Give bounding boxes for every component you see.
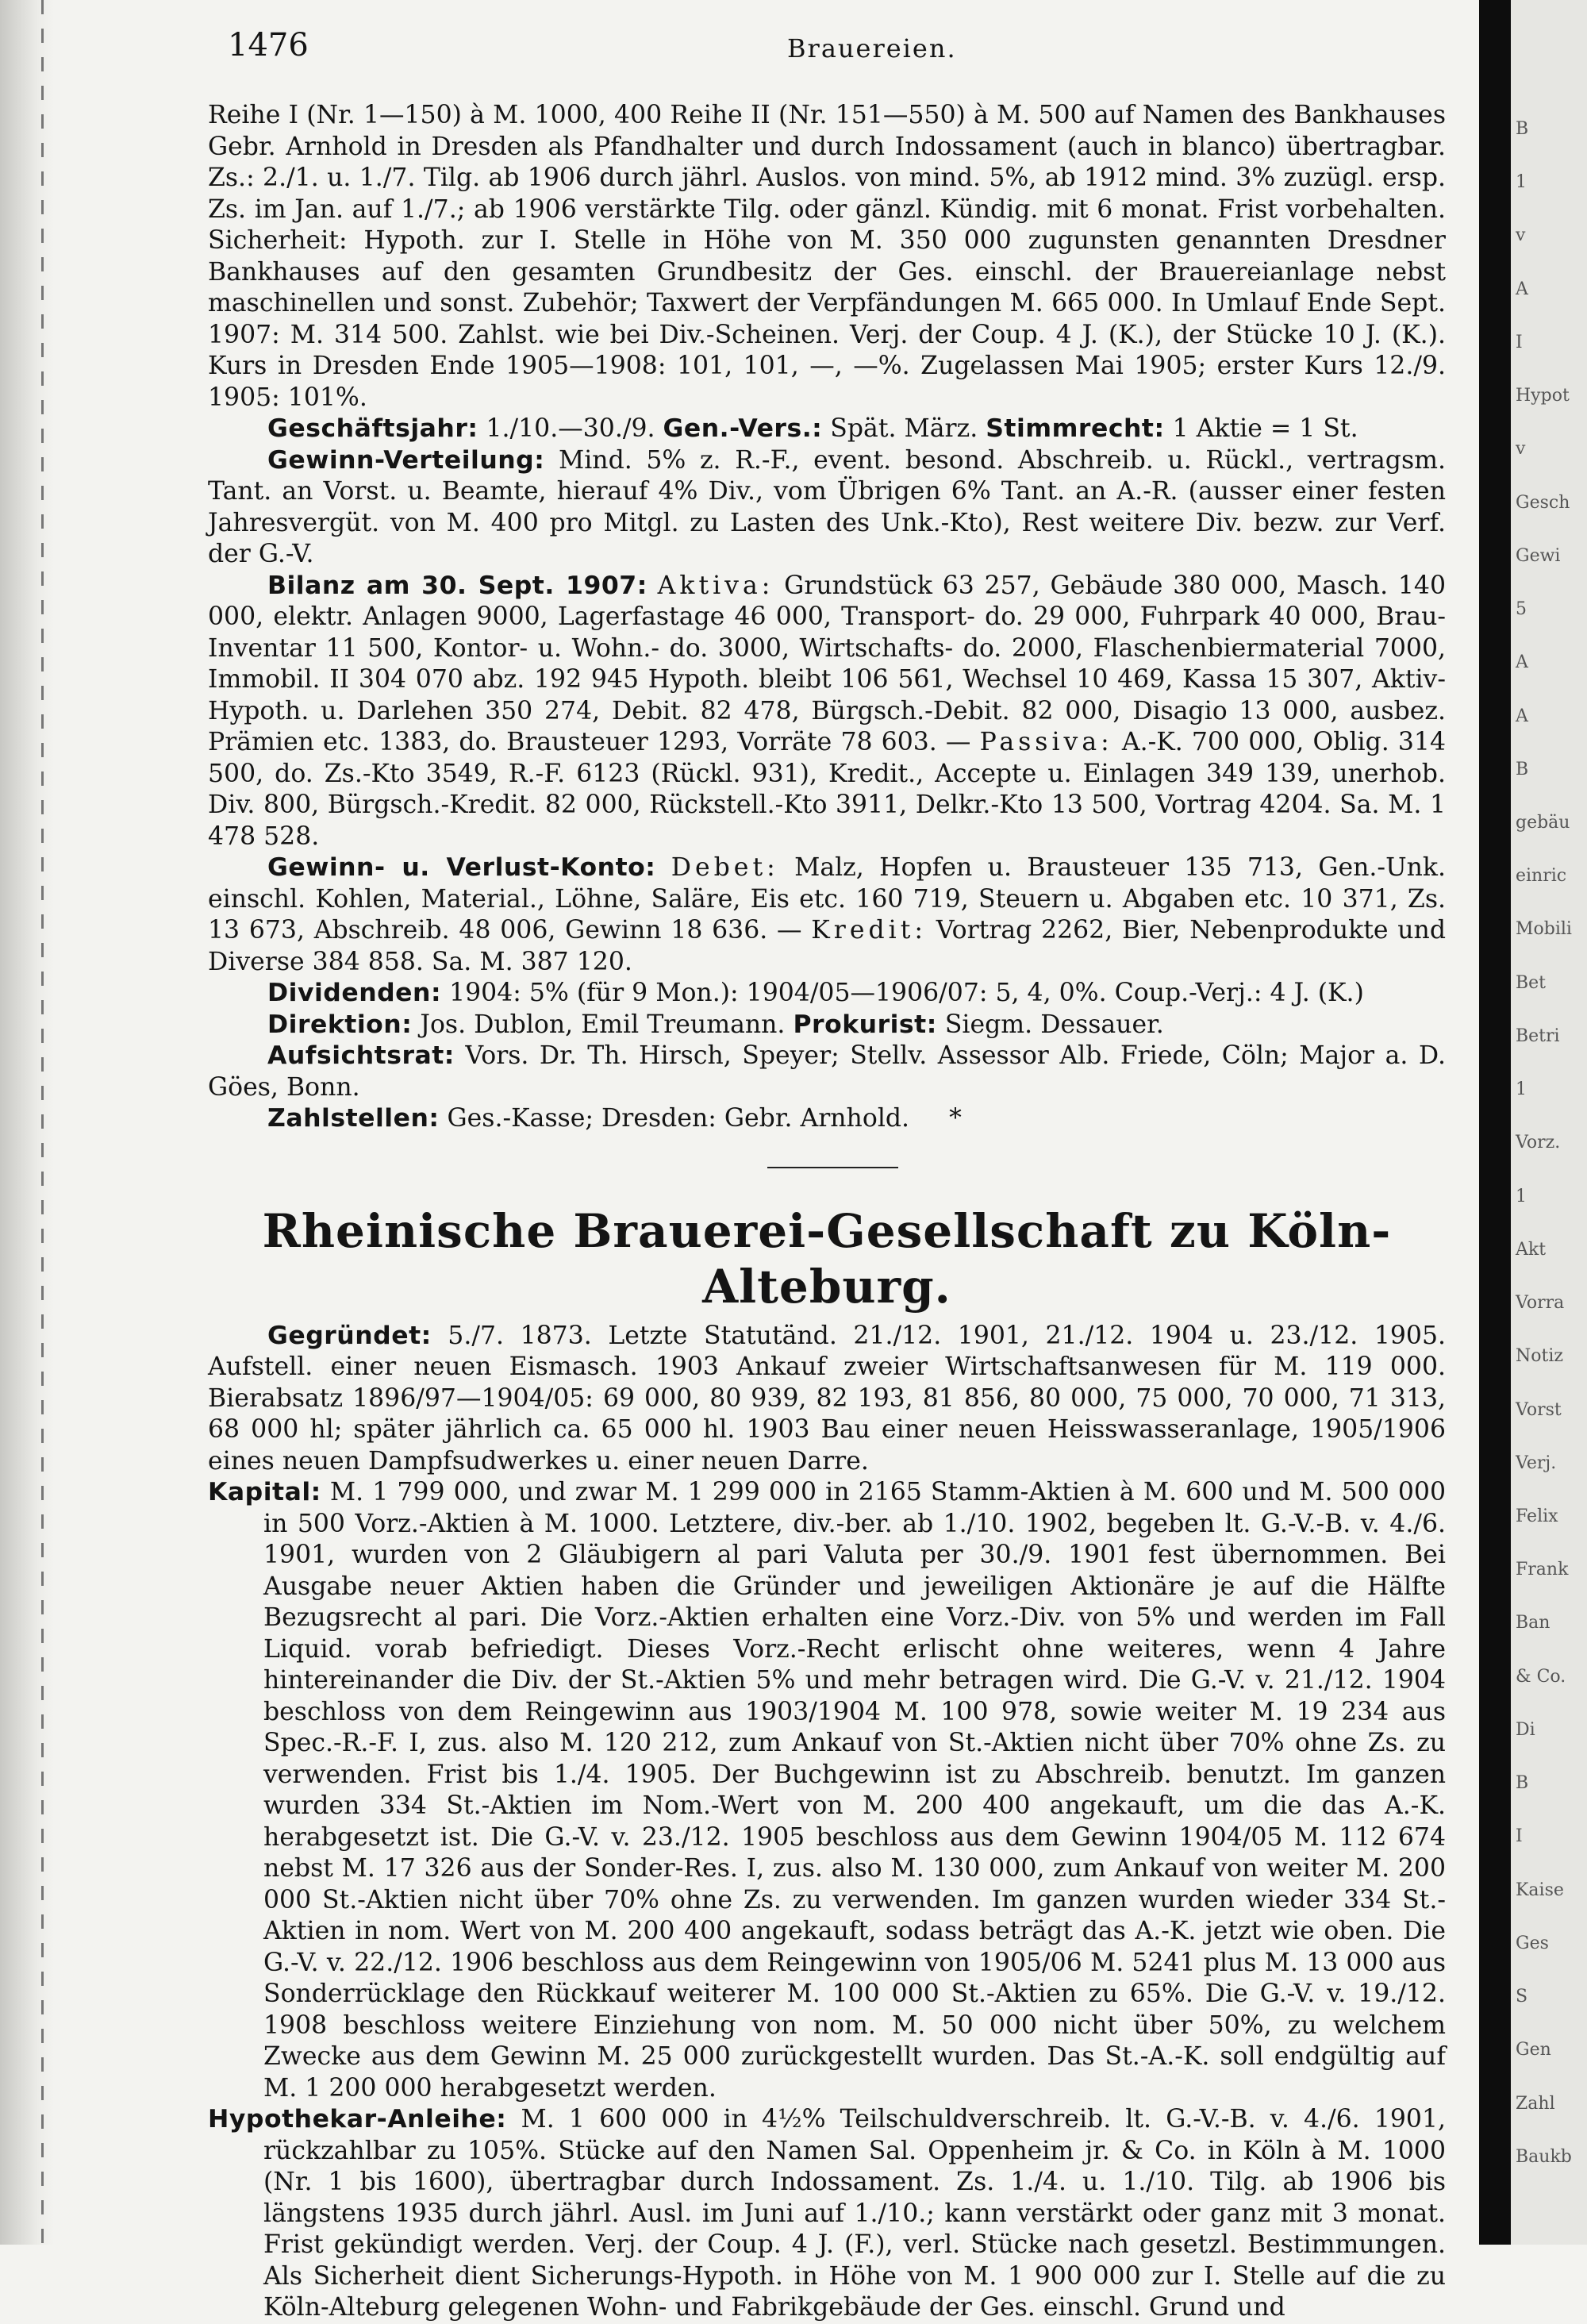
bilanz: [208, 571, 1446, 853]
zahlstellen: [208, 1103, 1446, 1135]
debet-label: Debet:: [671, 853, 779, 882]
hypothekar-text: M. 1 600 000 in 4½% Teilschuldverschreib. lt. G.-V.-B. v. 4./6. 1901, rückzahlbar zu 105%. Stücke auf den Namen Sal. Oppenheim jr. & Co. in Köln à M. 1000 (Nr. 1 bis 1600), übertragbar durch Indossament. Zs. 1./4. u. 1./10. Tilg. ab 1906 bis längstens 1935 durch jährl. Ausl. im Juni auf 1./10.; kann verstärkt oder ganz mit 3 monat. Frist gekündigt werden. Verj. der Coup. 4 J. (F.), verl. Stücke nach gesetzl. Bestimmungen. Als Sicherheit dient Sicherungs-Hypoth. in Höhe von M. 1 900 000 zur I. Stelle auf die zu Köln-Alteburg gelegenen Wohn- und Fabrikgebäude der Ges. einschl. Grund und: [263, 2105, 1446, 2322]
dividenden-text: 1904: 5% (für 9 Mon.): 1904/05—1906/07: 5, 4, 0%. Coup.-Verj.: 4 J. (K.): [449, 979, 1364, 1007]
adjacent-page-fragment: & Co.: [1516, 1666, 1566, 1687]
kredit-text: Vortrag 2262, Bier, Nebenprodukte und Diverse 384 858. Sa. M. 387 120.: [208, 916, 1447, 976]
debet-text: Malz, Hopfen u. Brausteuer 135 713, Gen.-Unk. einschl. Kohlen, Material., Löhne, Saläre, Eis etc. 160 719, Steuern u. Abgaben etc. 10 371, Zs. 13 673, Abschreib. 48 006, Gewinn 18 636. —: [208, 853, 1446, 945]
adjacent-page-fragment: B: [1516, 759, 1529, 779]
geschaeftsjahr-label: Geschäftsjahr:: [267, 414, 478, 443]
page-content: [208, 100, 1446, 2324]
direktion: [208, 1010, 1446, 1041]
direktion-text: Jos. Dublon, Emil Treumann.: [420, 1010, 786, 1039]
passiva-label: Passiva:: [979, 728, 1113, 756]
adjacent-page-fragment: Vorz.: [1516, 1133, 1561, 1153]
kapital-text: M. 1 799 000, und zwar M. 1 299 000 in 2165 Stamm-Aktien à M. 600 und M. 500 000 in 500 Vorz.-Aktien à M. 1000. Letztere, div.-ber. ab 1./10. 1902, begeben lt. G.-V.-B. v. 4./6. 1901, wurden von 2 Gläubigern al pari Valuta per 30./9. 1901 fest übernommen. Bei Ausgabe neuer Aktien haben die Gründer und jeweiligen Aktionäre je auf die Hälfte Bezugsrecht al pari. Die Vorz.-Aktien erhalten eine Vorz.-Div. von 5% und werden im Fall Liquid. vorab befriedigt. Dieses Vorz.-Recht erlischt ohne weiteres, wenn 4 Jahre hintereinander die Div. der St.-Aktien 5% und mehr betragen wird. Die G.-V. v. 21./12. 1904 beschloss von dem Reingewinn aus 1903/1904 M. 100 978, sowie weiter M. 19 234 aus Spec.-R.-F. I, zus. also M. 120 212, zum Ankauf von St.-Aktien nicht über 70% ohne Zs. zu verwenden. Frist bis 1./4. 1905. Der Buchgewinn ist zu Abschreib. benutzt. Im ganzen wurden 334 St.-Aktien im Nom.-Wert von M. 200 400 angekauft, um die das A.-K. herabgesetzt ist. Die G.-V. v. 23./12. 1905 beschloss aus dem Gewinn 1904/05 M. 112 674 nebst M. 17 326 aus der Sonder-Res. I, zus. also M. 130 000, zum Ankauf von weiter M. 200 000 St.-Aktien nicht über 70% ohne Zs. zu verwenden. Im ganzen wurden wieder 334 St.-Aktien in nom. Wert von M. 200 400 angekauft, sodass beträgt das A.-K. jetzt wie oben. Die G.-V. v. 22./12. 1906 beschloss aus dem Reingewinn von 1905/06 M. 5241 plus M. 13 000 aus Sonderrücklage den Rückkauf weiterer M. 100 000 St.-Aktien zu 65%. Die G.-V. v. 19./12. 1908 beschloss weitere Einziehung von nom. M. 50 000 nicht über 50%, zu welchem Zwecke aus dem Gewinn M. 25 000 zurückgestellt wurden. Das St.-A.-K. soll endgültig auf M. 1 200 000 herabgesetzt werden.: [263, 1478, 1446, 2103]
adjacent-page-fragment: Ban: [1516, 1613, 1550, 1633]
page-number: 1476: [228, 27, 309, 63]
adjacent-page-fragment: Gewi: [1516, 545, 1561, 566]
gewinn-verteilung-text: Mind. 5% z. R.-F., event. besond. Abschreib. u. Rückl., vertragsm. Tant. an Vorst. u. Beamte, hierauf 4% Div., vom Übrigen 6% Tant. an A.-R. (ausser einer festen Jahresvergüt. von M. 400 pro Mitgl. zu Lasten des Unk.-Kto), Rest weitere Div. bezw. zur Verf. der G.-V.: [208, 445, 1446, 568]
adjacent-page-strip: [1511, 0, 1587, 2245]
continuation-paragraph: Reihe I (Nr. 1—150) à M. 1000, 400 Reihe II (Nr. 151—550) à M. 500 auf Namen des Bankhauses Gebr. Arnhold in Dresden als Pfandhalter und durch Indossament (auch in blanco) übertragbar. Zs.: 2./1. u. 1./7. Tilg. ab 1906 durch jährl. Auslos. von mind. 5%, ab 1912 mind. 3% zuzügl. ersp. Zs. im Jan. auf 1./7.; ab 1906 verstärkte Tilg. oder gänzl. Kündig. mit 6 monat. Frist vorbehalten. Sicherheit: Hypoth. zur I. Stelle in Höhe von M. 350 000 zugunsten genannten Dresdner Bankhauses auf den gesamten Grundbesitz der Ges. einschl. der Brauereianlage nebst maschinellen und sonst. Zubehör; Taxwert der Verpfändungen M. 665 000. In Umlauf Ende Sept. 1907: M. 314 500. Zahlst. wie bei Div.-Scheinen. Verj. der Coup. 4 J. (K.), der Stücke 10 J. (K.). Kurs in Dresden Ende 1905—1908: 101, 101, —, —%. Zugelassen Mai 1905; erster Kurs 12./9. 1905: 101%.: [208, 101, 1446, 412]
adjacent-page-fragment: Akt: [1516, 1239, 1547, 1260]
adjacent-page-fragment: Hypot: [1516, 386, 1570, 406]
direktion-label: Direktion:: [267, 1010, 413, 1039]
gewinn-konto-label: Gewinn- u. Verlust-Konto:: [267, 853, 656, 882]
aufsichtsrat-text: Vors. Dr. Th. Hirsch, Speyer; Stellv. Assessor Alb. Friede, Cöln; Major a. D. Göes, Bonn.: [208, 1041, 1446, 1102]
adjacent-page-fragment: 1: [1516, 172, 1527, 193]
adjacent-page-fragment: A: [1516, 652, 1528, 673]
adjacent-page-fragment: Di: [1516, 1719, 1535, 1740]
binding-thread: [41, 0, 44, 2245]
adjacent-page-fragment: Ges: [1516, 1933, 1549, 1953]
adjacent-page-fragment: Verj.: [1516, 1452, 1557, 1473]
dividenden: [208, 978, 1446, 1010]
adjacent-page-fragment: v: [1516, 225, 1526, 246]
kapital-label: Kapital:: [208, 1478, 321, 1506]
company-title: Rheinische Brauerei-Gesellschaft zu Köln-Alteburg.: [262, 1203, 1392, 1314]
adjacent-page-fragment: Vorra: [1516, 1293, 1565, 1314]
adjacent-page-fragment: Kaise: [1516, 1880, 1564, 1900]
adjacent-page-fragment: Baukb: [1516, 2146, 1572, 2167]
gegruendet: [208, 1321, 1446, 1478]
genvers-label: Gen.-Vers.:: [663, 414, 823, 443]
kredit-label: Kredit:: [811, 916, 928, 945]
kapital: [208, 1477, 1446, 2104]
zahlstellen-text: Ges.-Kasse; Dresden: Gebr. Arnhold.: [447, 1104, 910, 1133]
adjacent-page-fragment: Gen: [1516, 2040, 1551, 2060]
aufsichtsrat-label: Aufsichtsrat:: [267, 1041, 455, 1070]
adjacent-page-fragment: Frank: [1516, 1560, 1569, 1580]
adjacent-page-fragment: Zahl: [1516, 2093, 1555, 2114]
page-header: [228, 27, 1434, 71]
gewinn-konto: [208, 852, 1446, 978]
adjacent-page-fragment: I: [1516, 332, 1523, 352]
hypothekar-label: Hypothekar-Anleihe:: [208, 2105, 507, 2134]
adjacent-page-fragment: gebäu: [1516, 813, 1570, 833]
stimmrecht-label: Stimmrecht:: [986, 414, 1165, 443]
dividenden-label: Dividenden:: [267, 979, 442, 1007]
left-binding-margin: [0, 0, 54, 2245]
gewinn-verteilung-label: Gewinn-Verteilung:: [267, 445, 545, 475]
passiva-text: A.-K. 700 000, Oblig. 314 500, do. Zs.-Kto 3549, R.-F. 6123 (Rückl. 931), Kredit., Accepte u. Einlagen 349 139, unerhob. Div. 800, Bürgsch.-Kredit. 82 000, Rückstell.-Kto 3911, Delkr.-Kto 13 500, Vortrag 4204. Sa. M. 1 478 528.: [208, 728, 1447, 851]
stimmrecht-text: 1 Aktie = 1 St.: [1172, 414, 1358, 443]
gegruendet-label: Gegründet:: [267, 1321, 432, 1350]
adjacent-page-fragment: einric: [1516, 866, 1567, 887]
zahlstellen-label: Zahlstellen:: [267, 1104, 440, 1133]
adjacent-page-fragment: Gesch: [1516, 492, 1570, 513]
adjacent-page-fragment: A: [1516, 706, 1528, 726]
prokurist-label: Prokurist:: [793, 1010, 937, 1039]
adjacent-page-fragment: A: [1516, 279, 1528, 299]
adjacent-page-fragment: Mobili: [1516, 919, 1572, 940]
running-head: Brauereien.: [787, 33, 957, 63]
page-gutter: [1479, 0, 1511, 2245]
adjacent-page-fragment: 1: [1516, 1079, 1527, 1100]
genvers-text: Spät. März.: [830, 414, 978, 443]
section-divider: [767, 1167, 898, 1168]
gegruendet-text: 5./7. 1873. Letzte Statutänd. 21./12. 1901, 21./12. 1904 u. 23./12. 1905. Aufstell. einer neuen Eismasch. 1903 Ankauf zweier Wirtschaftsanwesen für M. 119 000. Bierabsatz 1896/97—1904/05: 69 000, 80 939, 82 193, 81 856, 80 000, 75 000, 70 000, 71 313, 68 000 hl; später jährlich ca. 65 000 hl. 1903 Bau einer neuen Heisswasseranlage, 1905/1906 eines neuen Dampfsudwerkes u. einer neuen Darre.: [208, 1321, 1446, 1476]
adjacent-page-fragment: 5: [1516, 599, 1527, 620]
meeting-info: [208, 414, 1446, 445]
adjacent-page-fragment: Betri: [1516, 1025, 1560, 1046]
adjacent-page-fragment: Notiz: [1516, 1346, 1563, 1367]
prokurist-text: Siegm. Dessauer.: [944, 1010, 1164, 1039]
adjacent-page-fragment: Bet: [1516, 972, 1547, 993]
aktiva-label: Aktiva:: [657, 571, 774, 600]
adjacent-page-fragment: Felix: [1516, 1506, 1558, 1526]
gewinn-verteilung: [208, 445, 1446, 571]
aktiva-text: Grundstück 63 257, Gebäude 380 000, Masch. 140 000, elektr. Anlagen 9000, Lagerfastage 46 000, Transport- do. 29 000, Fuhrpark 40 000, Brau-Inventar 11 500, Kontor- u. Wohn.- do. 3000, Wirtschafts- do. 2000, Flaschenbiermaterial 7000, Immobil. II 304 070 abz. 192 945 Hypoth. bleibt 106 561, Wechsel 10 469, Kassa 15 307, Aktiv-Hypoth. u. Darlehen 350 274, Debit. 82 478, Bürgsch.-Debit. 82 000, Disagio 13 000, ausbez. Prämien etc. 1383, do. Brausteuer 1293, Vorräte 78 603. —: [208, 571, 1446, 756]
adjacent-page-fragment: Vorst: [1516, 1399, 1562, 1420]
bilanz-label: Bilanz am 30. Sept. 1907:: [267, 571, 647, 600]
adjacent-page-fragment: S: [1516, 1987, 1528, 2007]
adjacent-page-fragment: v: [1516, 439, 1526, 460]
adjacent-page-fragment: I: [1516, 1826, 1523, 1847]
adjacent-page-fragment: 1: [1516, 1186, 1527, 1206]
asterisk-mark: *: [949, 1104, 962, 1133]
adjacent-page-fragment: B: [1516, 1773, 1529, 1794]
geschaeftsjahr-text: 1./10.—30./9.: [486, 414, 655, 443]
hypothekar-anleihe: [208, 2104, 1446, 2324]
aufsichtsrat: [208, 1041, 1446, 1103]
adjacent-page-fragment: B: [1516, 119, 1529, 139]
